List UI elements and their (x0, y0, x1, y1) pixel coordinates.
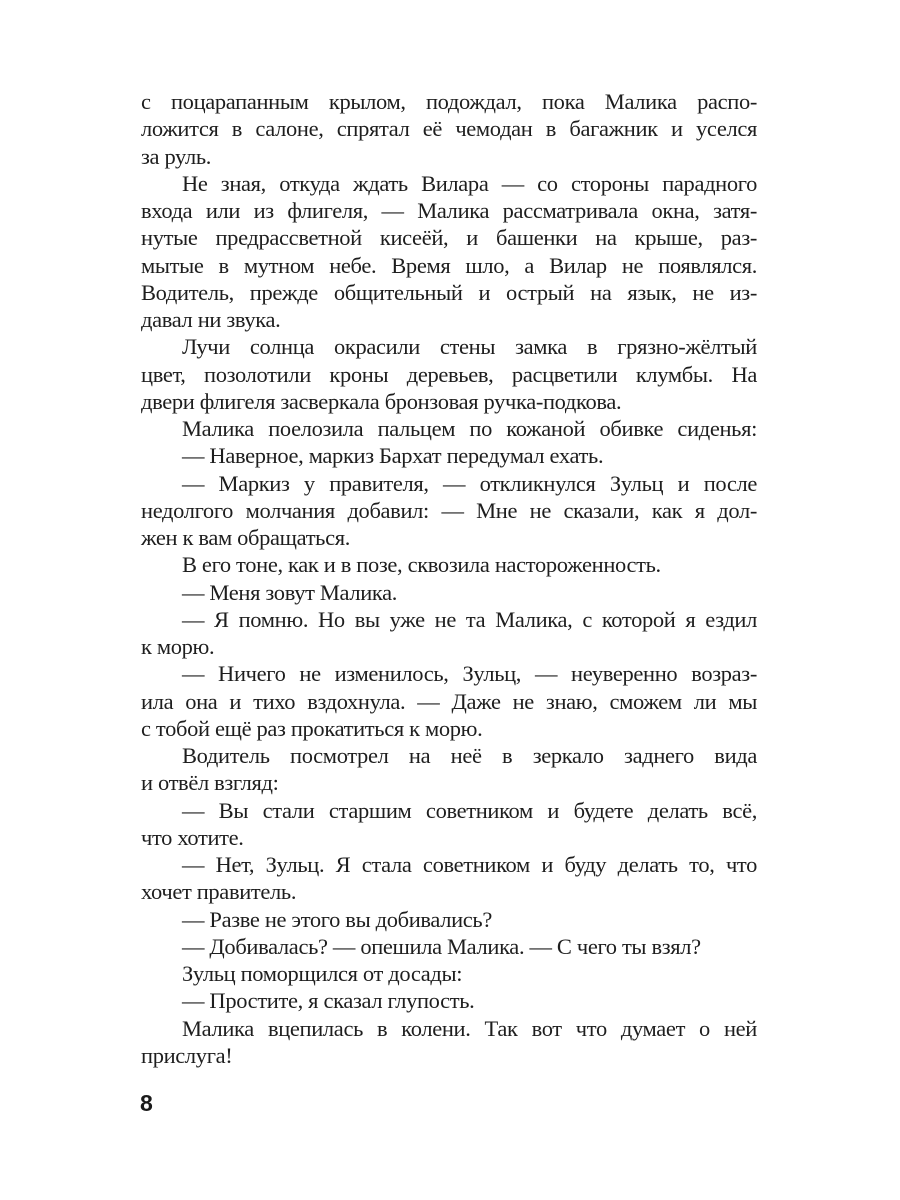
text-line: с тобой ещё раз прокатиться к морю. (141, 715, 483, 741)
text-line: к морю. (141, 634, 215, 659)
text-line: Лучи солнца окрасили стены замка в грязно-жёлтый (182, 334, 757, 360)
text-line: мытые в мутном небе. Время шло, а Вилар не появлялся. (141, 252, 757, 278)
text-line: что хотите. (141, 824, 244, 850)
text-line: Малика поелозила пальцем по кожаной обивке сиденья: (182, 416, 757, 441)
text-line: хочет правитель. (141, 879, 297, 905)
text-line: — Я помню. Но вы уже не та Малика, с которой я ездил (182, 606, 757, 632)
text-line: В его тоне, как и в позе, сквозила настороженность. (182, 552, 661, 578)
text-line: Не зная, откуда ждать Вилара — со стороны парадного (182, 170, 757, 196)
text-line: и отвёл взгляд: (141, 770, 279, 796)
text-line: давал ни звука. (141, 307, 281, 332)
text-line: — Вы стали старшим советником и будете делать всё, (182, 797, 757, 823)
text-line: ила она и тихо вздохнула. — Даже не знаю, сможем ли мы (141, 688, 757, 714)
text-line: двери флигеля засверкала бронзовая ручка-подкова. (141, 388, 622, 414)
text-line: — Добивалась? — опешила Малика. — С чего ты взял? (182, 933, 701, 959)
text-line: ложится в салоне, спрятал её чемодан в багажник и уселся (141, 116, 757, 142)
text-line: за руль. (141, 143, 212, 169)
text-line: — Наверное, маркиз Бархат передумал ехать. (182, 443, 604, 469)
text-line: цвет, позолотили кроны деревьев, расцветили клумбы. На (141, 361, 757, 387)
text-line: прислуга! (141, 1042, 233, 1068)
text-line: — Меня зовут Малика. (182, 579, 398, 605)
text-line: Водитель посмотрел на неё в зеркало заднего вида (182, 743, 757, 768)
body-text (141, 88, 757, 1069)
text-line: — Маркиз у правителя, — откликнулся Зульц и после (182, 470, 757, 496)
text-line: недолгого молчания добавил: — Мне не сказали, как я дол- (141, 497, 757, 523)
text-line: Зульц поморщился от досады: (182, 961, 463, 986)
text-line: Малика вцепилась в колени. Так вот что думает о ней (182, 1015, 757, 1041)
text-line: жен к вам обращаться. (141, 525, 351, 550)
text-line: — Простите, я сказал глупость. (182, 988, 475, 1014)
page-number: 8 (140, 1090, 153, 1116)
text-line: Водитель, прежде общительный и острый на язык, не из- (141, 279, 757, 305)
text-line: — Нет, Зульц. Я стала советником и буду делать то, что (182, 852, 757, 877)
text-line: — Разве не этого вы добивались? (182, 906, 492, 932)
text-line: входа или из флигеля, — Малика рассматривала окна, затя- (141, 198, 757, 223)
text-line: нутые предрассветной кисеёй, и башенки на крыше, раз- (141, 225, 757, 251)
text-line: с поцарапанным крылом, подождал, пока Малика распо- (141, 89, 757, 114)
text-line: — Ничего не изменилось, Зульц, — неуверенно возраз- (182, 661, 757, 687)
